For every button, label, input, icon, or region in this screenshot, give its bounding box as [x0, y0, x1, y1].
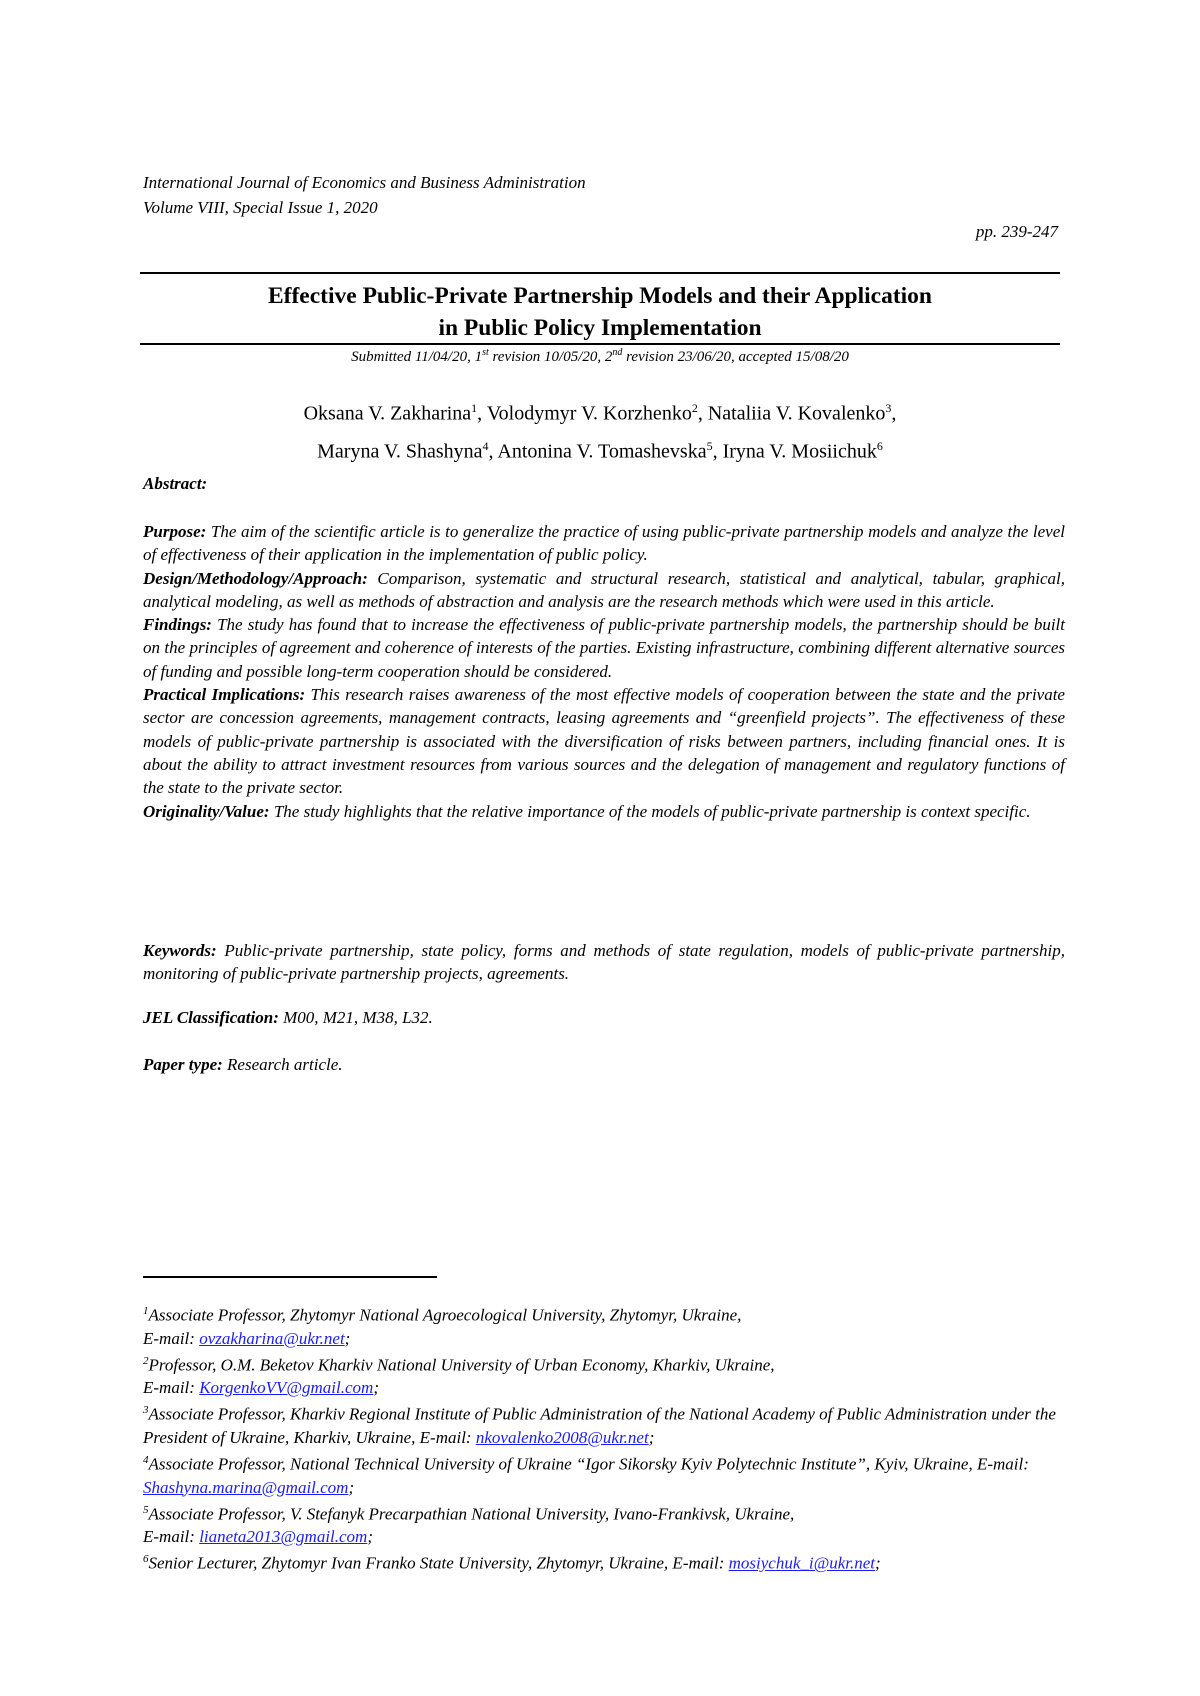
footnote-number: 6	[143, 1553, 149, 1566]
abstract-body	[143, 520, 1065, 823]
footnote-number: 3	[143, 1404, 149, 1417]
affiliation-text: Associate Professor, Zhytomyr National Agroecological University, Zhytomyr, Ukraine,	[148, 1305, 742, 1325]
paper-title-line-1: Effective Public-Private Partnership Models and their Application	[267, 283, 933, 309]
submitted-date: Submitted 11/04/20, 1	[351, 349, 483, 365]
page-range: pp. 239-247	[975, 222, 1058, 241]
footnote-number: 5	[143, 1503, 149, 1516]
section-label: Originality/Value:	[143, 801, 270, 821]
section-label: Purpose:	[143, 522, 207, 541]
paper-title-line-2: in Public Policy Implementation	[438, 315, 762, 341]
journal-volume: Volume VIII, Special Issue 1, 2020	[143, 198, 378, 217]
footnote-4	[143, 1449, 1068, 1499]
author-name: Nataliia V. Kovalenko	[707, 402, 886, 425]
section-text: This research raises awareness of the most effective models of cooperation between the state and the private sector are concession agreements, management contracts, leasing agreements and “greenfield projects”. The effectiveness of these models of public-private partnership is associated with the diversification of risks between partners, including financial ones. It is about the ability to attract investment resources from various sources and the delegation of management and regulatory functions of the state to the private sector.	[143, 685, 1065, 798]
author-affiliation-mark: 6	[876, 438, 883, 453]
author-affiliation-mark: 4	[482, 438, 489, 453]
section-label: Design/Methodology/Approach:	[143, 568, 368, 588]
section-text: The aim of the scientific article is to generalize the practice of using public-private partnership models and analyze the level of effectiveness of their application in the implementation of public policy.	[143, 522, 1065, 565]
paper-type	[143, 1055, 343, 1075]
paper-type-label: Paper type:	[143, 1055, 223, 1074]
email-prefix: E-mail:	[143, 1527, 200, 1547]
keywords-text: Public-private partnership, state policy, forms and methods of state regulation, models of public-private partnership, monitoring of public-private partnership projects, agreements.	[143, 941, 1065, 984]
footnote-suffix: ;	[348, 1477, 355, 1497]
ordinal-sup: nd	[612, 347, 623, 358]
author-email-link[interactable]: nkovalenko2008@ukr.net	[475, 1427, 649, 1447]
affiliation-text: Senior Lecturer, Zhytomyr Ivan Franko State University, Zhytomyr, Ukraine, E-mail:	[148, 1553, 729, 1573]
footnote-1	[143, 1300, 1068, 1350]
author-name: Volodymyr V. Korzhenko	[486, 402, 692, 425]
author-list	[140, 392, 1060, 467]
jel-label: JEL Classification:	[143, 1008, 279, 1027]
author-affiliation-mark: 2	[691, 401, 698, 415]
footnotes	[143, 1300, 1068, 1575]
keywords-label: Keywords:	[143, 941, 217, 960]
author-line-1	[140, 392, 1060, 430]
author-email-link[interactable]: ovzakharina@ukr.net	[199, 1328, 345, 1348]
footnote-suffix: ;	[373, 1378, 379, 1398]
affiliation-text: Associate Professor, National Technical University of Ukraine “Igor Sikorsky Kyiv Polytechnic Institute”, Kyiv, Ukraine, E-mail:	[148, 1454, 1029, 1474]
footnote-separator	[143, 1276, 437, 1278]
author-email-link[interactable]: KorgenkoVV@gmail.com	[199, 1378, 374, 1398]
email-prefix: E-mail:	[143, 1328, 200, 1348]
author-affiliation-mark: 3	[885, 401, 892, 415]
author-email-link[interactable]: lianeta2013@gmail.com	[199, 1527, 368, 1547]
author-name: Iryna V. Mosiichuk	[722, 440, 877, 463]
revision-2-date: revision 23/06/20, accepted 15/08/20	[622, 349, 849, 365]
paper-type-text: Research article.	[222, 1055, 343, 1074]
abstract-purpose	[143, 520, 1065, 567]
email-prefix: E-mail:	[143, 1378, 200, 1398]
author-name: Oksana V. Zakharina	[303, 402, 472, 425]
title-top-rule	[140, 272, 1060, 274]
footnote-5	[143, 1499, 1068, 1549]
author-separator: ,	[697, 402, 708, 425]
section-label: Findings:	[143, 615, 212, 635]
journal-header	[143, 170, 586, 220]
paper-title	[140, 280, 1060, 344]
author-line-2	[140, 430, 1060, 468]
abstract-heading: Abstract:	[143, 474, 208, 493]
keywords	[143, 939, 1065, 986]
footnote-suffix: ;	[648, 1427, 655, 1447]
author-separator: ,	[477, 402, 487, 425]
author-separator: ,	[712, 440, 723, 463]
affiliation-text: Professor, O.M. Beketov Kharkiv National University of Urban Economy, Kharkiv, Ukraine,	[148, 1355, 775, 1375]
author-name: Maryna V. Shashyna	[317, 440, 483, 463]
author-separator: ,	[488, 440, 498, 463]
abstract-practical-implications	[143, 683, 1065, 799]
section-text: Comparison, systematic and structural research, statistical and analytical, tabular, graphical, analytical modeling, as well as methods of abstraction and analysis are the research methods which were used in this article.	[143, 568, 1065, 611]
footnote-suffix: ;	[875, 1553, 881, 1573]
abstract-originality	[143, 800, 1065, 823]
abstract-findings	[143, 613, 1065, 683]
author-affiliation-mark: 5	[706, 438, 713, 453]
affiliation-text: Associate Professor, V. Stefanyk Precarpathian National University, Ivano-Frankivsk, Ukraine,	[148, 1504, 795, 1524]
footnote-number: 2	[143, 1354, 149, 1367]
author-separator: ,	[891, 402, 897, 425]
author-affiliation-mark: 1	[471, 401, 478, 415]
section-text: The study has found that to increase the effectiveness of public-private partnership models, the partnership should be built on the principles of agreement and coherence of interests of the parties. Existing infrastructure, combining different alternative sources of funding and possible long-term cooperation should be considered.	[143, 615, 1065, 681]
author-email-link[interactable]: Shashyna.marina@gmail.com	[143, 1477, 349, 1497]
affiliation-text: Associate Professor, Kharkiv Regional Institute of Public Administration of the National Academy of Public Administration under the President of Ukraine, Kharkiv, Ukraine, E-mail:	[143, 1404, 1056, 1447]
ordinal-sup: st	[482, 347, 489, 358]
section-label: Practical Implications:	[143, 685, 306, 705]
author-email-link[interactable]: mosiychuk_i@ukr.net	[728, 1553, 876, 1573]
footnote-number: 1	[143, 1305, 149, 1317]
footnote-suffix: ;	[367, 1527, 374, 1547]
footnote-number: 4	[143, 1453, 149, 1466]
footnote-6	[143, 1548, 1068, 1575]
footnote-suffix: ;	[344, 1328, 351, 1348]
abstract-design	[143, 567, 1065, 614]
jel-codes: M00, M21, M38, L32.	[278, 1008, 433, 1027]
footnote-3	[143, 1399, 1068, 1449]
revision-1-date: revision 10/05/20, 2	[488, 349, 613, 365]
jel-classification	[143, 1008, 433, 1028]
title-bottom-rule	[140, 343, 1060, 345]
journal-name: International Journal of Economics and Business Administration	[143, 173, 586, 192]
author-name: Antonina V. Tomashevska	[497, 440, 707, 463]
footnote-2	[143, 1350, 1068, 1400]
submission-dates	[140, 347, 1060, 366]
section-text: The study highlights that the relative importance of the models of public-private partnership is context specific.	[269, 801, 1031, 821]
